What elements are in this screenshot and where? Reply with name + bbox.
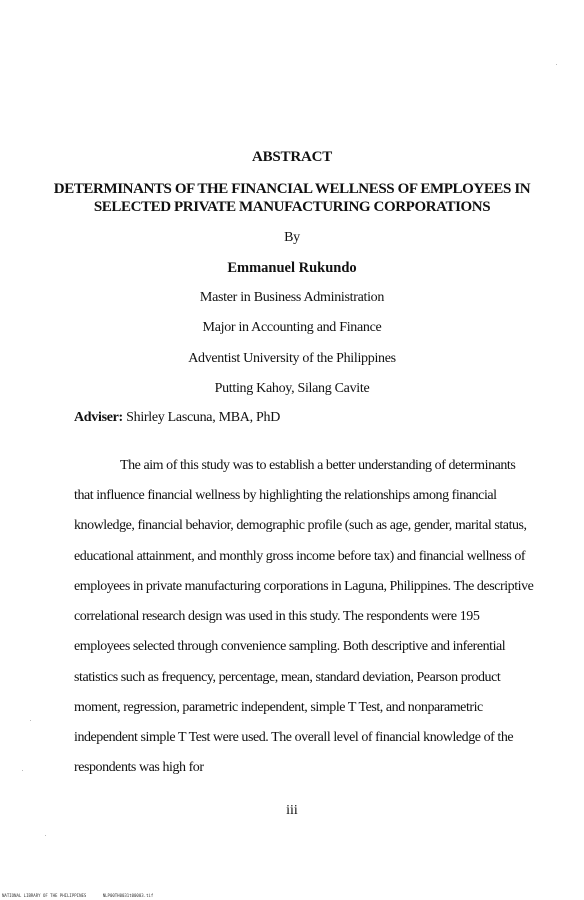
- abstract-line-7: employees selected through convenience sampling. Both descriptive and inferential: [74, 639, 506, 654]
- degree-line: Master in Business Administration: [199, 290, 385, 305]
- scan-speck: [22, 770, 23, 771]
- abstract-line-2: that influence financial wellness by highlighting the relationships among financial: [74, 488, 497, 503]
- adviser-name: Shirley Lascuna, MBA, PhD: [126, 410, 281, 425]
- abstract-line-4: educational attainment, and monthly gross income before tax) and financial wellness of: [74, 549, 526, 564]
- title-line-1: DETERMINANTS OF THE FINANCIAL WELLNESS OF EMPLOYEES IN: [53, 181, 531, 197]
- title-line-2: SELECTED PRIVATE MANUFACTURING CORPORATIONS: [93, 199, 491, 215]
- abstract-line-9: moment, regression, parametric independent, simple T Test, and nonparametric: [74, 700, 483, 715]
- page-number: iii: [286, 803, 298, 818]
- abstract-line-1: The aim of this study was to establish a better understanding of determinants: [120, 458, 516, 473]
- abstract-line-5: employees in private manufacturing corporations in Laguna, Philippines. The descriptive: [74, 579, 534, 594]
- by-label: By: [284, 230, 300, 245]
- adviser-line: [74, 410, 280, 426]
- abstract-line-11: respondents was high for: [74, 760, 204, 775]
- major-line: Major in Accounting and Finance: [202, 320, 382, 335]
- abstract-line-10: independent simple T Test were used. The overall level of financial knowledge of the: [74, 730, 514, 745]
- university-line: Adventist University of the Philippines: [188, 351, 396, 366]
- adviser-label: Adviser:: [74, 410, 123, 425]
- footer-library: NATIONAL LIBRARY OF THE PHILIPPINES: [2, 893, 87, 898]
- location-line: Putting Kahoy, Silang Cavite: [214, 381, 370, 396]
- abstract-line-3: knowledge, financial behavior, demographic profile (such as age, gender, marital status,: [74, 518, 527, 533]
- scan-speck: [45, 835, 46, 836]
- abstract-line-6: correlational research design was used in this study. The respondents were 195: [74, 609, 480, 624]
- scan-footer: [2, 893, 167, 898]
- scan-speck: [556, 64, 557, 65]
- footer-file-id: NLP00TH0031t00003.tif: [102, 893, 154, 898]
- author-name: Emmanuel Rukundo: [227, 260, 357, 276]
- abstract-heading: ABSTRACT: [251, 149, 333, 165]
- abstract-line-8: statistics such as frequency, percentage, mean, standard deviation, Pearson product: [74, 670, 501, 685]
- scan-speck: [30, 720, 31, 721]
